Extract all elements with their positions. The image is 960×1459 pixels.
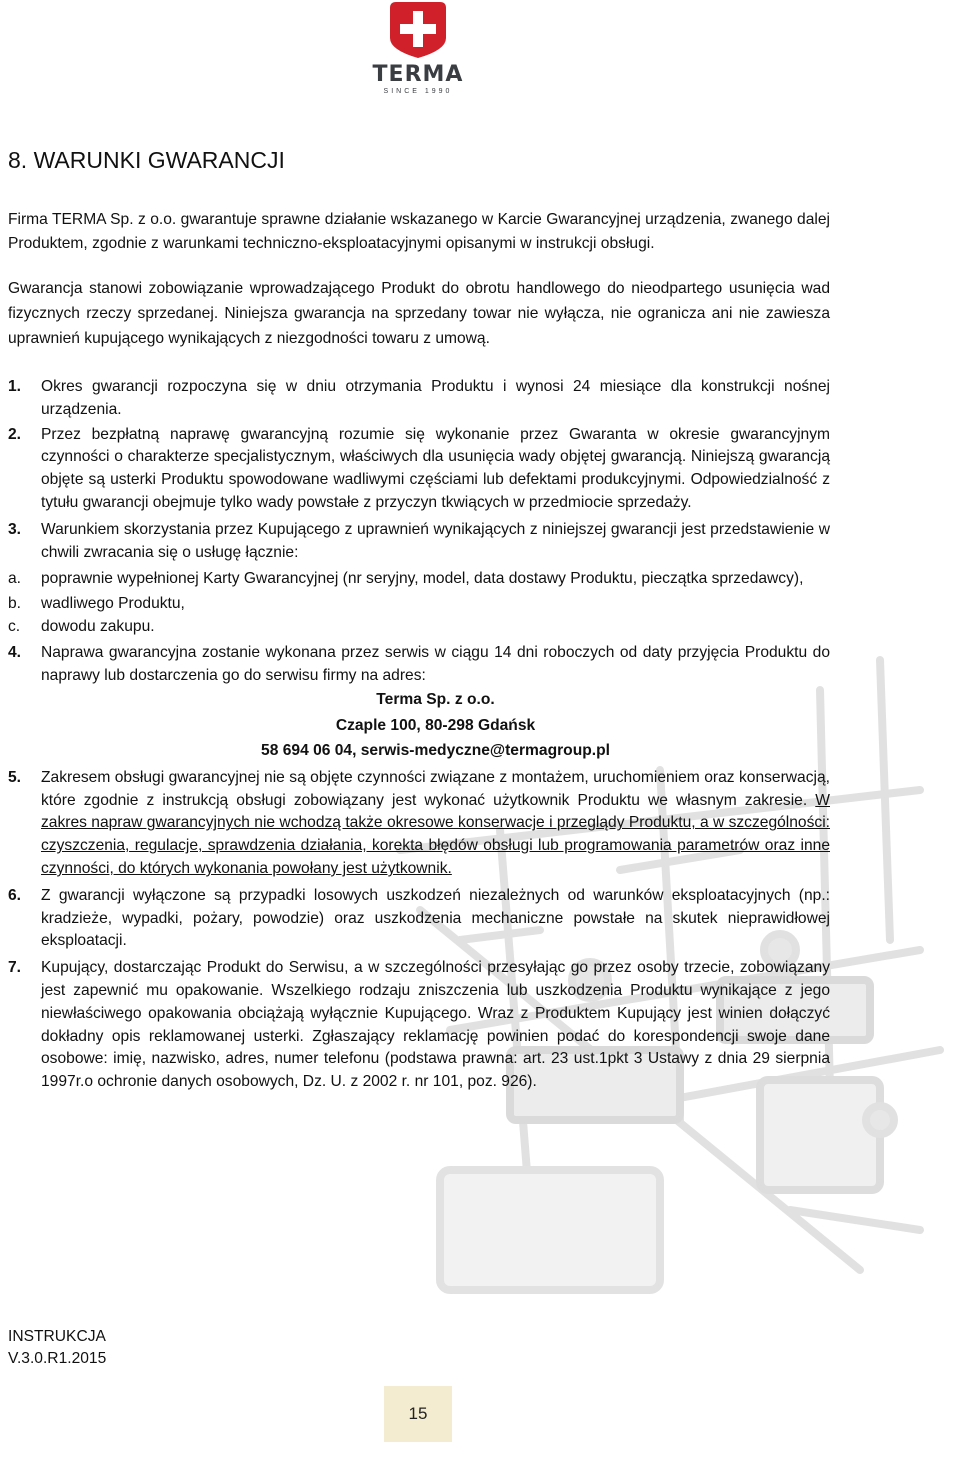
item-text: Kupujący, dostarczając Produkt do Serwisu, a w szczególności przesyłając go przez osoby trzecie, zobowiązany jest zapewnić mu opakowanie. Wszelkiego rodzaju zniszczenia lub uszkodzenia Produktu wynikające z jego niewłaściwego opakowania obciążają wyłącznie Kupującego. Wraz z Produktem Kupujący jest winien dołączyć dokładny opis reklamowanej usterki. Zgłaszający reklamację powinien podać do korespondencji swoje dane osobowe: imię, nazwisko, adres, numer telefonu (podstawa prawna: art. 23 ust.1pkt 3 Ustawy z dnia 29 sierpnia 1997r.o ochronie danych osobowych, Dz. U. z 2002 r. nr 101, poz. 926).	[41, 959, 830, 1091]
item-marker: 7.	[8, 959, 22, 977]
footer-version: V.3.0.R1.2015	[8, 1350, 107, 1367]
document-footer	[8, 1326, 106, 1370]
guarantee-paragraph: Gwarancja stanowi zobowiązanie wprowadzającego Produkt do obrotu handlowego do nieodpartego usunięcia wad fizycznych rzeczy sprzedanej. Niniejsza gwarancja na sprzedany towar nie wyłącza, nie ogranicza ani nie zawiesza uprawnień kupującego wynikających z niezgodności towaru z umową.	[8, 280, 830, 347]
item-text	[41, 767, 830, 881]
item-text-underlined: W zakres napraw gwarancyjnych nie wchodzą także okresowe konserwacje i przeglądy Produktu, a w szczególności: czyszczenia, regulacje, sprawdzenia działania, korekta błędów obsługi lub programowania parametrów oraz inne czynności, do których wykonania powołany jest użytkownik.	[41, 791, 830, 878]
list-item	[8, 424, 830, 515]
list-item	[8, 376, 830, 422]
terma-logo	[358, 2, 478, 98]
brand-name: TERMA	[372, 62, 464, 87]
item-marker: a.	[8, 570, 22, 588]
list-item	[8, 616, 830, 639]
item-marker: 6.	[8, 886, 22, 904]
list-item	[8, 593, 830, 616]
list-item	[8, 767, 830, 881]
item-marker: 5.	[8, 768, 22, 786]
address-contact: 58 694 06 04, serwis-medyczne@termagroup.pl	[261, 742, 610, 760]
list-item	[8, 642, 830, 688]
item-marker: c.	[8, 617, 21, 635]
item-text: wadliwego Produktu,	[41, 595, 185, 613]
item-text: Naprawa gwarancyjna zostanie wykonana przez serwis w ciągu 14 dni roboczych od daty przyjęcia Produktu do naprawy lub dostarczenia go do serwisu firmy na adres:	[41, 643, 830, 684]
item-text: Z gwarancji wyłączone są przypadki losowych uszkodzeń niezależnych od warunków eksploatacyjnych (np.: kradzieże, wypadki, pożary, powodzie) oraz uszkodzenia mechaniczne powstałe na skutek nieprawidłowej eksploatacji.	[41, 886, 830, 950]
list-item	[8, 885, 830, 953]
item-marker: 4.	[8, 643, 22, 661]
page-number: 15	[384, 1386, 452, 1442]
item-marker: b.	[8, 595, 22, 613]
warranty-terms-list	[8, 376, 830, 1094]
section-title: 8. WARUNKI GWARANCJI	[8, 147, 285, 173]
address-street: Czaple 100, 80-298 Gdańsk	[335, 716, 536, 734]
item-text: Przez bezpłatną naprawę gwarancyjną rozumie się wykonanie przez Gwaranta w okresie gwarancyjnym czynności o charakterze specjalistycznym, właściwych dla usunięcia wady objętej gwarancją. Niniejszą gwarancją objęte są usterki Produktu spowodowane wadliwymi częściami lub defektami produkcyjnymi. Odpowiedzialność z tytułu gwarancji obejmuje tylko wady powstałe z przyczyn tkwiących w przedmiocie sprzedaży.	[41, 425, 830, 511]
list-item	[8, 568, 830, 591]
item-text: dowodu zakupu.	[41, 617, 155, 635]
item-text: Warunkiem skorzystania przez Kupującego z uprawnień wynikających z niniejszej gwarancji jest przedstawienie w chwili zwracania się o usługę łącznie:	[41, 520, 830, 561]
footer-manual-label: INSTRUKCJA	[8, 1328, 106, 1345]
address-company: Terma Sp. z o.o.	[376, 691, 495, 709]
item-text-plain: Zakresem obsługi gwarancyjnej nie są objęte czynności związane z montażem, uruchomieniem oraz konserwacją, które zgodnie z instrukcją obsługi zobowiązany jest wykonać użytkownik Produktu we własnym zakresie.	[41, 768, 830, 809]
item-text: poprawnie wypełnionej Karty Gwarancyjnej (nr seryjny, model, data dostawy Produktu, pieczątka sprzedawcy),	[41, 570, 804, 588]
intro-paragraph: Firma TERMA Sp. z o.o. gwarantuje sprawne działanie wskazanego w Karcie Gwarancyjnej urządzenia, zwanego dalej Produktem, zgodnie z warunkami techniczno-eksploatacyjnymi opisanymi w instrukcji obsługi.	[8, 211, 830, 252]
item-marker: 2.	[8, 425, 22, 443]
service-address	[8, 687, 830, 764]
item-text: Okres gwarancji rozpoczyna się w dniu otrzymania Produktu i wynosi 24 miesiące dla konstrukcji nośnej urządzenia.	[41, 378, 830, 418]
item-marker: 3.	[8, 520, 22, 538]
list-item	[8, 957, 830, 1094]
item-marker: 1.	[8, 378, 22, 395]
list-item	[8, 519, 830, 565]
brand-since: SINCE 1990	[383, 88, 453, 95]
swiss-cross-shield-icon	[390, 2, 446, 58]
